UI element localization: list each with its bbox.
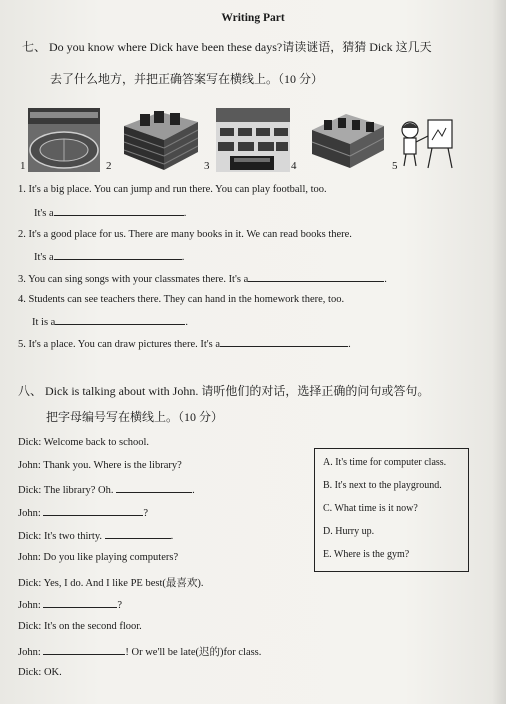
dialogue-line-2: John: Thank you. Where is the library? bbox=[18, 460, 182, 471]
answer-blank-5[interactable] bbox=[220, 337, 348, 347]
picture-number-2: 2 bbox=[106, 160, 112, 172]
art-room-picture bbox=[398, 116, 458, 170]
question-3-text: 3. You can sing songs with your classmates there. It's a bbox=[18, 274, 249, 285]
answer-blank-4[interactable] bbox=[55, 315, 185, 325]
dialogue-blank-1[interactable] bbox=[116, 483, 192, 493]
dialogue-line-5 bbox=[18, 529, 173, 542]
question-2: 2. It's a good place for us. There are many books in it. We can read books there. bbox=[18, 229, 352, 240]
page-title: Writing Part bbox=[221, 12, 285, 24]
page-edge-shadow bbox=[492, 0, 506, 704]
dialogue-period-3: . bbox=[170, 531, 174, 542]
dialogue-blank-2[interactable] bbox=[43, 506, 143, 516]
dialogue-line-3-text: Dick: The library? Oh. bbox=[18, 485, 114, 496]
dialogue-line-10 bbox=[18, 644, 261, 659]
question-5 bbox=[18, 337, 351, 350]
dialogue-line-10-end: ! Or we'll be late(迟的)for class. bbox=[125, 647, 262, 658]
answer-period-2: . bbox=[181, 252, 185, 263]
dialogue-line-4-end: ? bbox=[143, 508, 149, 519]
option-e: E. Where is the gym? bbox=[323, 549, 410, 560]
dialogue-line-4 bbox=[18, 506, 148, 519]
section7-header-line2: 去了什么地方，并把正确答案写在横线上。（10 分） bbox=[50, 72, 324, 86]
library-picture bbox=[120, 108, 202, 172]
question-1: 1. It's a big place. You can jump and run there. You can play football, too. bbox=[18, 184, 327, 195]
dialogue-line-8 bbox=[18, 598, 122, 611]
dialogue-blank-4[interactable] bbox=[43, 598, 117, 608]
answer-prefix-1: It's a bbox=[34, 208, 54, 219]
music-room-picture bbox=[310, 108, 386, 172]
option-c: C. What time is it now? bbox=[323, 503, 418, 514]
answer-prefix-4: It is a bbox=[32, 317, 56, 328]
answer-period-3: . bbox=[384, 274, 387, 285]
picture-number-4: 4 bbox=[291, 160, 297, 172]
option-d: D. Hurry up. bbox=[323, 526, 375, 537]
answer-period-4: . bbox=[185, 317, 188, 328]
question-4: 4. Students can see teachers there. They can hand in the homework there, too. bbox=[18, 294, 345, 305]
answer-line-2 bbox=[34, 250, 184, 263]
playground-picture bbox=[28, 108, 100, 172]
dialogue-line-6: John: Do you like playing computers? bbox=[18, 552, 179, 563]
picture-number-3: 3 bbox=[204, 160, 210, 172]
dialogue-line-11: Dick: OK. bbox=[18, 667, 62, 678]
dialogue-blank-3[interactable] bbox=[105, 529, 171, 539]
dialogue-line-4-speaker: John: bbox=[18, 508, 41, 519]
dialogue-line-8-end: ? bbox=[117, 600, 123, 611]
option-b: B. It's next to the playground. bbox=[323, 480, 442, 491]
classroom-picture bbox=[216, 108, 290, 172]
dialogue-line-9: Dick: It's on the second floor. bbox=[18, 621, 142, 632]
answer-period-5: . bbox=[348, 339, 351, 350]
options-box bbox=[314, 448, 469, 572]
answer-blank-1[interactable] bbox=[54, 206, 184, 216]
picture-number-1: 1 bbox=[20, 160, 26, 172]
section8-header-line2: 把字母编号写在横线上。（10 分） bbox=[46, 410, 224, 424]
answer-prefix-2: It's a bbox=[34, 252, 54, 263]
dialogue-line-1: Dick: Welcome back to school. bbox=[18, 437, 150, 448]
section7-header-line1: 七、 Do you know where Dick have been these days?请读谜语，猜猜 Dick 这几天 bbox=[22, 40, 432, 54]
answer-line-4 bbox=[32, 315, 188, 328]
option-a: A. It's time for computer class. bbox=[323, 457, 447, 468]
answer-blank-2[interactable] bbox=[54, 250, 182, 260]
question-5-text: 5. It's a place. You can draw pictures there. It's a bbox=[18, 339, 221, 350]
dialogue-line-10-speaker: John: bbox=[18, 647, 41, 658]
question-3 bbox=[18, 272, 387, 285]
dialogue-blank-5[interactable] bbox=[43, 645, 125, 655]
dialogue-line-3 bbox=[18, 483, 195, 496]
dialogue-line-7: Dick: Yes, I do. And I like PE best(最喜欢). bbox=[18, 578, 204, 589]
dialogue-line-5-text: Dick: It's two thirty. bbox=[18, 531, 103, 542]
section8-header-line1: 八、 Dick is talking about with John. 请听他们的对话，选择正确的问句或答句。 bbox=[18, 384, 430, 398]
answer-blank-3[interactable] bbox=[248, 272, 384, 282]
dialogue-period-1: . bbox=[192, 485, 195, 496]
picture-number-5: 5 bbox=[392, 160, 398, 172]
answer-period-1: . bbox=[183, 208, 187, 219]
answer-line-1 bbox=[34, 206, 186, 219]
dialogue-line-8-speaker: John: bbox=[18, 600, 41, 611]
